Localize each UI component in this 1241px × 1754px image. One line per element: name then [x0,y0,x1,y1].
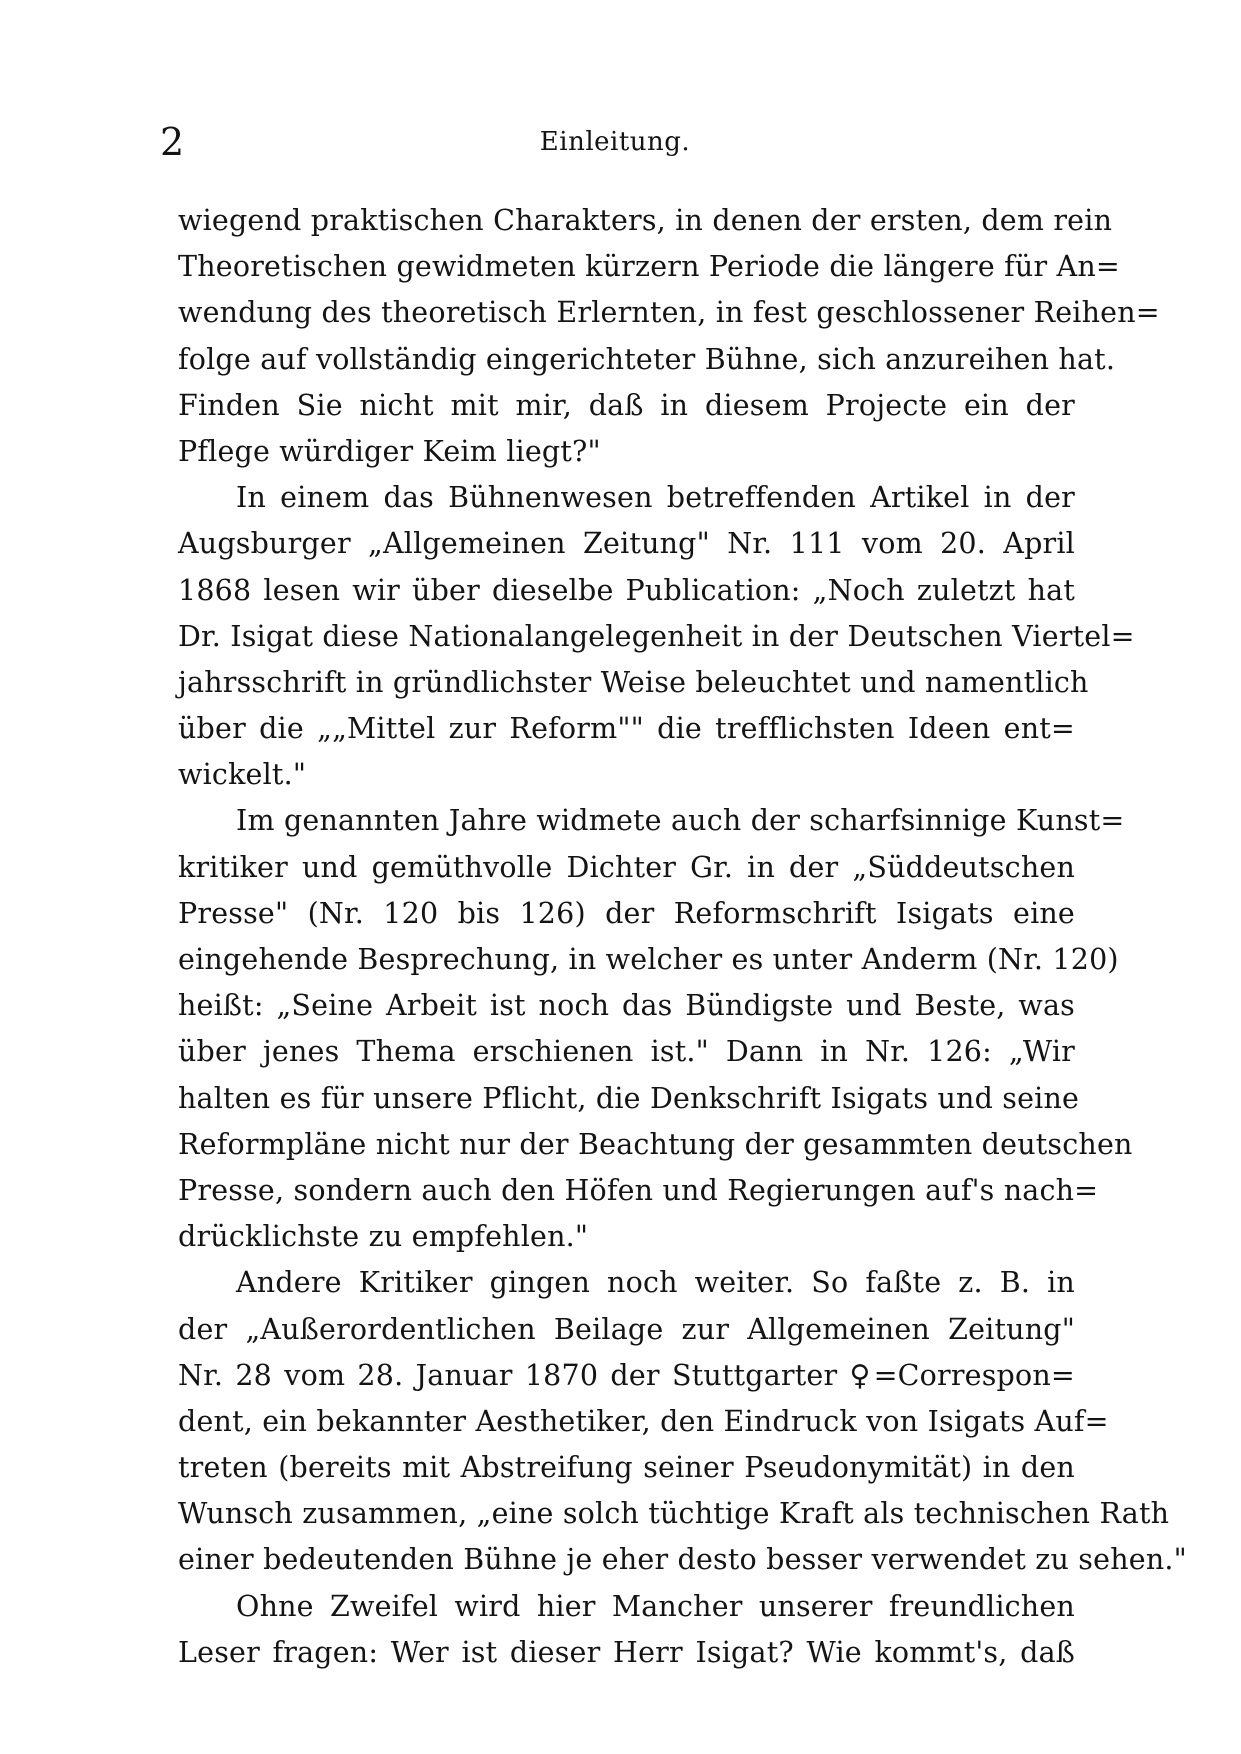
text-line: Presse" (Nr. 120 bis 126) der Reformschrift Isigats eine [178,896,1075,930]
text-line: wiegend praktischen Charakters, in denen der ersten, dem rein [178,204,1113,237]
text-line: Nr. 28 vom 28. Januar 1870 der Stuttgarter ♀=Correspon= [178,1358,1075,1392]
paragraph-first-line: Andere Kritiker gingen noch weiter. So faßte z. B. in [236,1266,1075,1300]
text-line: halten es für unsere Pflicht, die Denkschrift Isigats und seine [178,1081,1080,1115]
text-line: folge auf vollständig eingerichteter Bühne, sich anzureihen hat. [178,342,1116,376]
text-line: heißt: „Seine Arbeit ist noch das Bündigste und Beste, was [178,989,1075,1023]
page-number: 2 [160,120,185,164]
running-head [160,122,1070,162]
text-line: Presse, sondern auch den Höfen und Regierungen auf's nach= [178,1173,1099,1207]
header-title: Einleitung. [539,127,691,157]
text-line: Reformpläne nicht nur der Beachtung der gesammten deutschen [178,1127,1133,1161]
text-line: treten (bereits mit Abstreifung seiner Pseudonymität) in den [178,1451,1075,1485]
text-line: jahrsschrift in gründlichster Weise beleuchtet und namentlich [178,665,1089,699]
text-line: drücklichste zu empfehlen." [178,1220,589,1254]
body-text [178,198,1187,1676]
text-line: wendung des theoretisch Erlernten, in fest geschlossener Reihen= [178,296,1160,330]
text-line: kritiker und gemüthvolle Dichter Gr. in der „Süddeutschen [178,850,1075,884]
paragraph-first-line: Im genannten Jahre widmete auch der scharfsinnige Kunst= [236,804,1125,838]
text-line: einer bedeutenden Bühne je eher desto besser verwendet zu sehen." [178,1543,1187,1577]
text-line: Finden Sie nicht mit mir, daß in diesem Projecte ein der [178,388,1075,422]
text-line: über jenes Thema erschienen ist." Dann in Nr. 126: „Wir [178,1035,1075,1069]
paragraph-first-line: Ohne Zweifel wird hier Mancher unserer freundlichen [236,1589,1075,1623]
text-line: Theoretischen gewidmeten kürzern Periode die längere für An= [178,250,1120,284]
paragraph-first-line: In einem das Bühnenwesen betreffenden Artikel in der [236,481,1075,515]
text-line: 1868 lesen wir über dieselbe Publication: „Noch zuletzt hat [178,573,1075,607]
text-line: der „Außerordentlichen Beilage zur Allgemeinen Zeitung" [178,1312,1075,1346]
text-line: eingehende Besprechung, in welcher es unter Anderm (Nr. 120) [178,943,1119,976]
text-line: Leser fragen: Wer ist dieser Herr Isigat? Wie kommt's, daß [178,1635,1075,1669]
text-line: Augsburger „Allgemeinen Zeitung" Nr. 111 vom 20. April [178,527,1075,561]
text-line: Wunsch zusammen, „eine solch tüchtige Kraft als technischen Rath [178,1497,1170,1531]
text-line: Dr. Isigat diese Nationalangelegenheit in der Deutschen Viertel= [178,619,1135,653]
text-line: über die „„Mittel zur Reform"" die trefflichsten Ideen ent= [178,712,1075,746]
text-line: dent, ein bekannter Aesthetiker, den Eindruck von Isigats Auf= [178,1404,1109,1438]
text-line: Pflege würdiger Keim liegt?" [178,434,601,468]
text-line: wickelt." [178,758,307,792]
